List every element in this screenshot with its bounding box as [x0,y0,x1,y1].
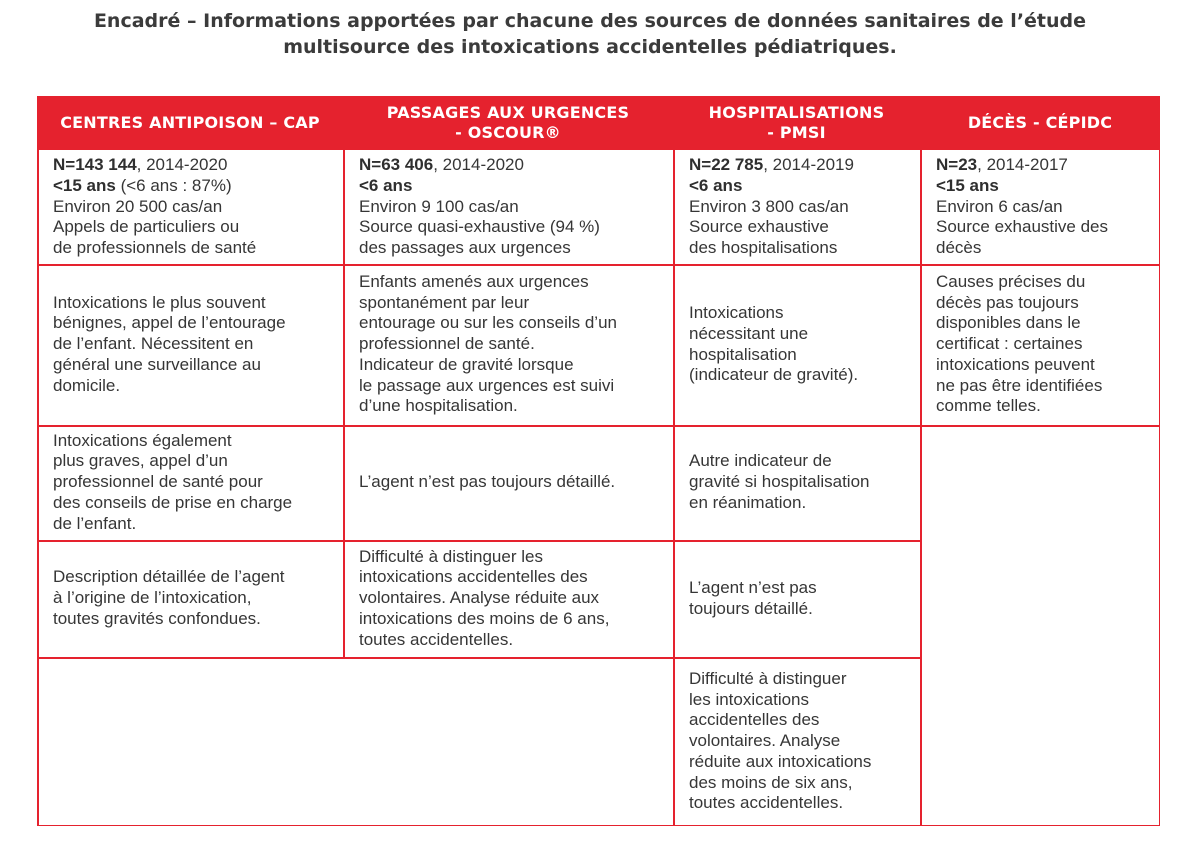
oscour-r3-cell [343,425,673,540]
oscour-overview-line: des passages aux urgences [359,238,571,258]
cap-overview-line: Appels de particuliers ou [53,217,240,237]
cap-overview-line: Environ 20 500 cas/an [53,196,223,216]
header-pmsi-label-1: HOSPITALISATIONS [708,103,885,122]
cell-text-line: spontanément par leur [359,292,530,312]
cell-text-line: Intoxications également [53,430,232,450]
cell-text-line: général une surveillance au [53,354,261,374]
cell-text-line: entourage ou sur les conseils d’un [359,313,617,333]
cell-text-line: des moins de six ans, [689,772,853,792]
pmsi-overview-line: Source exhaustive [689,217,829,237]
cap-overview-line: de professionnels de santé [53,238,257,258]
cell-text-line: nécessitant une [689,323,809,343]
header-oscour-label-1: PASSAGES AUX URGENCES [386,103,630,122]
column-divider [673,150,675,826]
cap-count: N=143 144 [53,155,137,174]
cell-text-line: certificat : certaines [936,334,1083,354]
cell-text-line: Autre indicateur de [689,451,832,471]
cell-text-line: Description détaillée de l’agent [53,567,285,587]
cap-r4-cell [37,540,343,657]
cell-text-line: L’agent n’est pas toujours détaillé. [359,472,616,492]
table-border-left [37,96,39,826]
cell-text-line: toutes accidentelles. [689,793,844,813]
cell-text-line: de l’enfant. [53,513,137,533]
row-divider [37,264,1160,266]
cepidc-overview-line: Source exhaustive des [936,217,1108,237]
cepidc-age: <15 ans [936,175,999,195]
pmsi-age: <6 ans [689,175,743,195]
cell-text-line: domicile. [53,375,121,395]
title-line-1: Encadré – Informations apportées par chacune des sources de données sanitaires de l’étude [93,10,1087,32]
page-title [40,8,1140,60]
cell-text-line: accidentelles des [689,710,820,730]
pmsi-overview-line: des hospitalisations [689,238,838,258]
cell-text-line: plus graves, appel d’un [53,451,228,471]
title-line-2: multisource des intoxications accidentelles pédiatriques. [283,36,897,58]
cell-text-line: L’agent n’est pas [689,577,817,597]
cap-age: <15 ans [53,175,116,195]
row-divider [37,540,920,542]
cell-text-line: comme telles. [936,396,1041,416]
pmsi-r4-cell [673,540,920,657]
cepidc-overview-cell [920,150,1160,264]
oscour-age-line [359,176,667,197]
cell-text-line: professionnel de santé. [359,334,535,354]
cell-text-line: à l’origine de l’intoxication, [53,588,252,608]
header-oscour-label-2: - OSCOUR® [455,123,561,142]
cap-age-line [53,176,337,197]
pmsi-r5-cell [673,657,920,826]
sources-table [37,96,1160,826]
oscour-r4-cell [343,540,673,657]
cell-text-line: décès pas toujours [936,292,1079,312]
cell-text-line: toutes accidentelles. [359,629,514,649]
cell-text-line: professionnel de santé pour [53,472,263,492]
cepidc-overview-line: Environ 6 cas/an [936,196,1063,216]
oscour-count: N=63 406 [359,155,434,174]
cepidc-r2-cell [920,264,1160,425]
cell-text-line: les intoxications [689,689,810,709]
table-border-bottom [37,825,1160,827]
pmsi-count-line [689,155,914,176]
row-divider [37,425,1160,427]
header-cepidc-label: DÉCÈS - CÉPIDC [967,113,1113,132]
cell-text-line: des conseils de prise en charge [53,492,293,512]
cell-text-line: le passage aux urgences est suivi [359,375,615,395]
oscour-r2-cell [343,264,673,425]
cell-text-line: bénignes, appel de l’entourage [53,313,286,333]
column-divider [343,150,345,657]
cell-text-line: de l’enfant. Nécessitent en [53,334,254,354]
cell-text-line: Difficulté à distinguer [689,668,847,688]
cell-text-line: réduite aux intoxications [689,751,872,771]
cap-period: , 2014-2020 [136,155,228,174]
cell-text-line: (indicateur de gravité). [689,365,859,385]
cepidc-count: N=23 [936,155,978,174]
cell-text-line: toujours détaillé. [689,598,813,618]
cepidc-age-line [936,176,1154,197]
cell-text-line: volontaires. Analyse réduite aux [359,588,600,608]
cell-text-line: Intoxications le plus souvent [53,292,266,312]
cell-text-line: Difficulté à distinguer les [359,546,543,566]
cell-text-line: volontaires. Analyse [689,731,841,751]
cell-text-line: intoxications peuvent [936,354,1095,374]
cell-text-line: Indicateur de gravité lorsque [359,354,574,374]
pmsi-r3-cell [673,425,920,540]
pmsi-r2-cell [673,264,920,425]
oscour-overview-cell [343,150,673,264]
oscour-period: , 2014-2020 [433,155,524,174]
cell-text-line: intoxications des moins de 6 ans, [359,608,610,628]
header-cap [37,96,343,150]
cell-text-line: Causes précises du [936,271,1086,291]
column-divider [920,150,922,826]
pmsi-age-line [689,176,914,197]
cap-count-line [53,155,337,176]
cell-text-line: intoxications accidentelles des [359,567,588,587]
cepidc-period: , 2014-2017 [977,155,1068,174]
cell-text-line: disponibles dans le [936,313,1081,333]
pmsi-count: N=22 785 [689,155,764,174]
oscour-count-line [359,155,667,176]
pmsi-period: , 2014-2019 [763,155,854,174]
cap-r2-cell [37,264,343,425]
header-oscour [343,96,673,150]
header-pmsi [673,96,920,150]
cell-text-line: en réanimation. [689,492,807,512]
cepidc-overview-line: décès [936,238,982,258]
oscour-overview-line: Environ 9 100 cas/an [359,196,519,216]
cell-text-line: toutes gravités confondues. [53,608,261,628]
cepidc-count-line [936,155,1154,176]
pmsi-overview-cell [673,150,920,264]
row-divider [37,657,920,659]
header-cap-label: CENTRES ANTIPOISON – CAP [60,113,320,132]
table-border-right [1159,96,1161,826]
cap-overview-cell [37,150,343,264]
pmsi-overview-line: Environ 3 800 cas/an [689,196,849,216]
cap-age-detail: (<6 ans : 87%) [115,175,232,195]
cell-text-line: d’une hospitalisation. [359,396,518,416]
header-cepidc [920,96,1160,150]
header-pmsi-label-2: - PMSI [767,123,826,142]
cell-text-line: ne pas être identifiées [936,375,1103,395]
cell-text-line: gravité si hospitalisation [689,472,870,492]
cell-text-line: Enfants amenés aux urgences [359,271,589,291]
cell-text-line: hospitalisation [689,344,797,364]
cell-text-line: Intoxications [689,302,784,322]
cap-r3-cell [37,425,343,540]
oscour-age: <6 ans [359,175,413,195]
oscour-overview-line: Source quasi-exhaustive (94 %) [359,217,600,237]
